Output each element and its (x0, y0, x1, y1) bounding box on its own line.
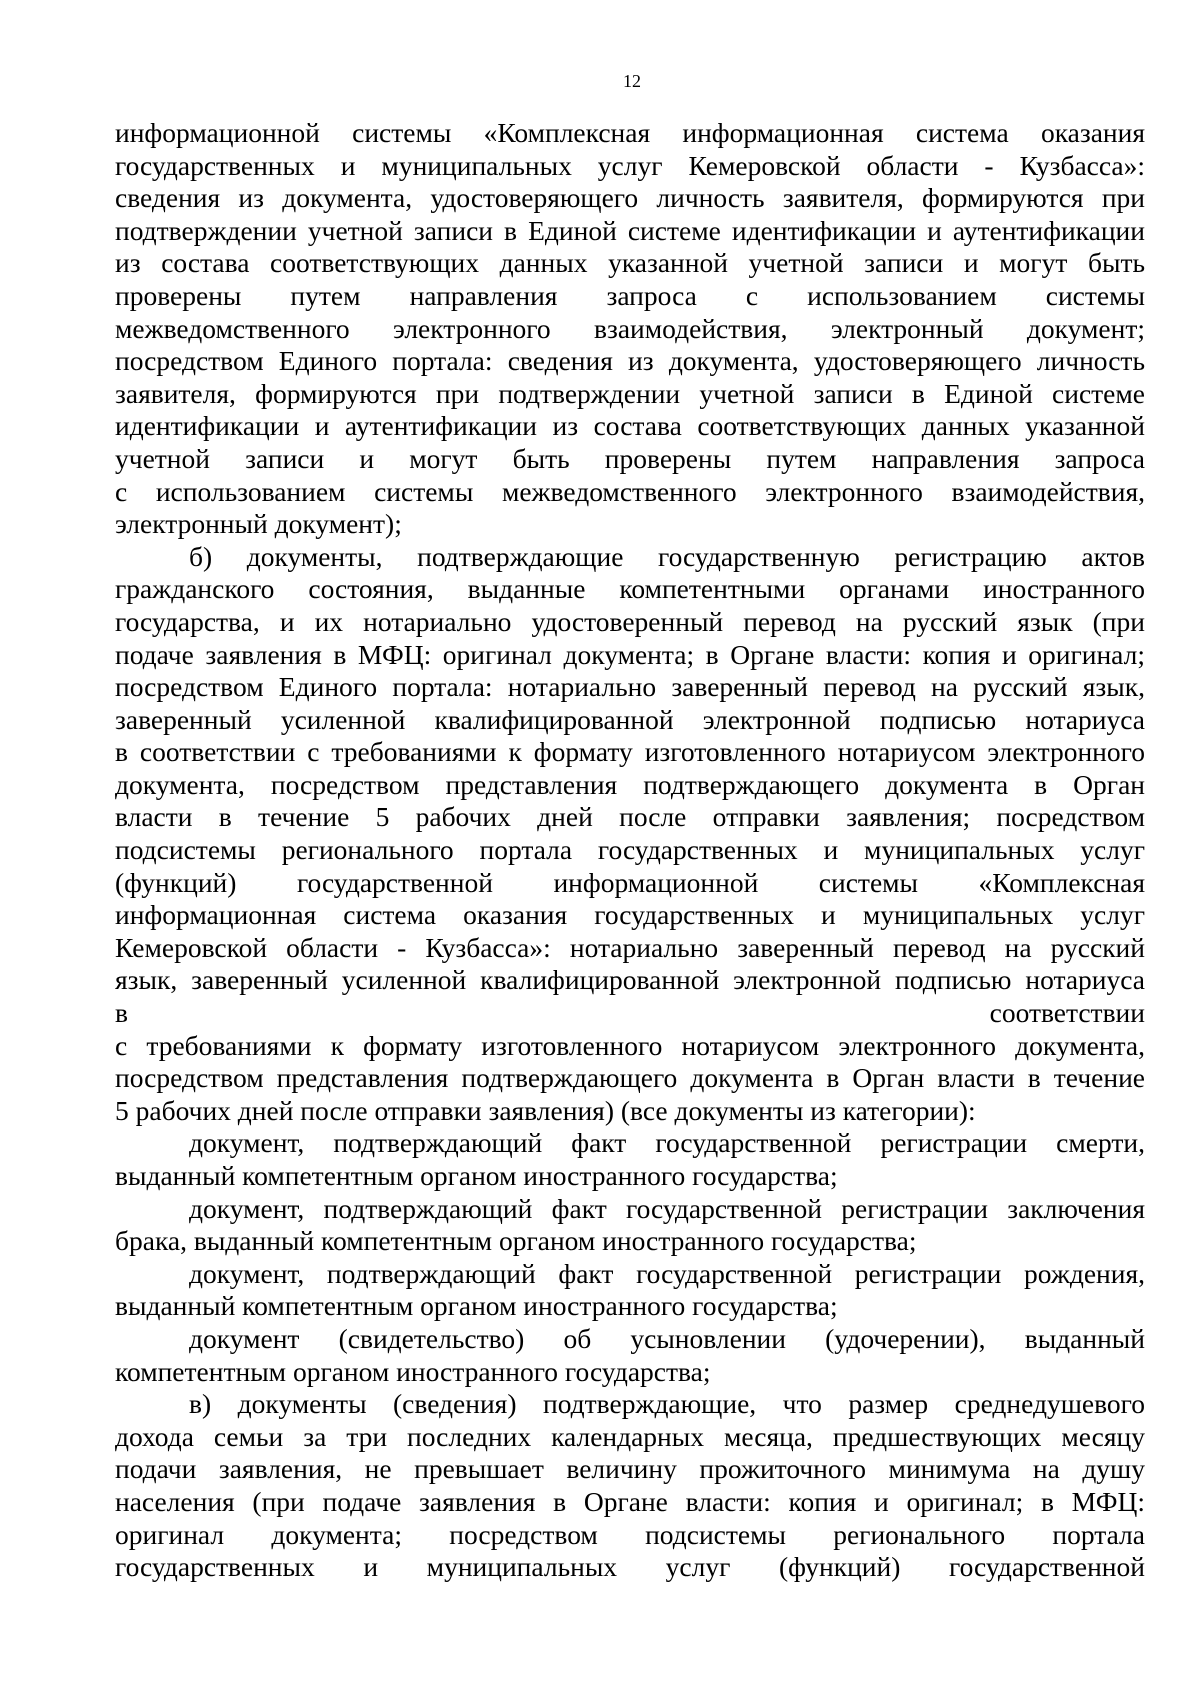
document-body (115, 117, 1145, 1584)
text-line: документа, посредством представления подтверждающего документа в Орган (115, 768, 1145, 800)
text-line: в соответствии с требованиями к формату изготовленного нотариусом электронного (115, 736, 1145, 768)
text-line: информационной системы «Комплексная информационная система оказания (115, 117, 1145, 148)
text-line: подаче заявления в МФЦ: оригинал документа; в Органе власти: копия и оригинал; (115, 638, 1145, 670)
text-line: подтверждении учетной записи в Единой системе идентификации и аутентификации (115, 214, 1145, 246)
text-line: проверены путем направления запроса с использованием системы (115, 279, 1145, 311)
text-line: посредством представления подтверждающего документа в Орган власти в течение (115, 1062, 1145, 1094)
text-line: дохода семьи за три последних календарных месяца, предшествующих месяцу (115, 1420, 1145, 1452)
text-line: Кемеровской области - Кузбасса»: нотариально заверенный перевод на русский (115, 931, 1145, 963)
text-line: учетной записи и могут быть проверены путем направления запроса (115, 442, 1145, 474)
text-line: заверенный усиленной квалифицированной электронной подписью нотариуса (115, 703, 1145, 735)
text-line: 5 рабочих дней после отправки заявления) (все документы из категории): (115, 1094, 976, 1126)
text-line: выданный компетентным органом иностранного государства; (115, 1290, 838, 1322)
text-line: государственных и муниципальных услуг (функций) государственной (115, 1551, 1145, 1583)
text-line: государственных и муниципальных услуг Кемеровской области - Кузбасса»: (115, 149, 1145, 181)
text-line: посредством Единого портала: нотариально заверенный перевод на русский язык, (115, 671, 1145, 703)
text-line: государства, и их нотариально удостоверенный перевод на русский язык (при (115, 605, 1145, 637)
text-line: с использованием системы межведомственного электронного взаимодействия, (115, 475, 1145, 507)
text-line: населения (при подаче заявления в Органе власти: копия и оригинал; в МФЦ: (115, 1485, 1145, 1517)
page-number: 12 (623, 71, 641, 91)
text-line: в) документы (сведения) подтверждающие, что размер среднедушевого (189, 1388, 1145, 1420)
text-line: информационная система оказания государственных и муниципальных услуг (115, 899, 1145, 931)
text-line: компетентным органом иностранного государства; (115, 1355, 711, 1387)
text-line: брака, выданный компетентным органом иностранного государства; (115, 1225, 917, 1257)
text-line: документ, подтверждающий факт государственной регистрации заключения (189, 1192, 1145, 1224)
text-line: власти в течение 5 рабочих дней после отправки заявления; посредством (115, 801, 1145, 833)
text-line: в соответствии (115, 997, 1145, 1029)
text-line: идентификации и аутентификации из состава соответствующих данных указанной (115, 410, 1145, 442)
text-line: (функций) государственной информационной системы «Комплексная (115, 866, 1145, 898)
text-line: документ, подтверждающий факт государственной регистрации рождения, (189, 1257, 1145, 1289)
text-line: документ (свидетельство) об усыновлении (удочерении), выданный (189, 1322, 1145, 1354)
text-line: подачи заявления, не превышает величину прожиточного минимума на душу (115, 1453, 1145, 1485)
text-line: гражданского состояния, выданные компетентными органами иностранного (115, 573, 1145, 605)
text-line: язык, заверенный усиленной квалифицированной электронной подписью нотариуса (115, 964, 1145, 996)
text-line: посредством Единого портала: сведения из документа, удостоверяющего личность (115, 345, 1145, 377)
text-line: выданный компетентным органом иностранного государства; (115, 1160, 838, 1191)
text-line: оригинал документа; посредством подсистемы регионального портала (115, 1518, 1145, 1550)
text-line: из состава соответствующих данных указанной учетной записи и могут быть (115, 247, 1145, 279)
text-line: подсистемы регионального портала государственных и муниципальных услуг (115, 834, 1145, 866)
text-line: документ, подтверждающий факт государственной регистрации смерти, (189, 1127, 1145, 1159)
text-line: сведения из документа, удостоверяющего личность заявителя, формируются при (115, 182, 1145, 214)
text-line: б) документы, подтверждающие государственную регистрацию актов (189, 540, 1145, 572)
text-line: электронный документ); (115, 508, 402, 540)
text-line: межведомственного электронного взаимодействия, электронный документ; (115, 312, 1145, 344)
text-line: заявителя, формируются при подтверждении учетной записи в Единой системе (115, 377, 1145, 409)
text-line: с требованиями к формату изготовленного нотариусом электронного документа, (115, 1029, 1145, 1061)
